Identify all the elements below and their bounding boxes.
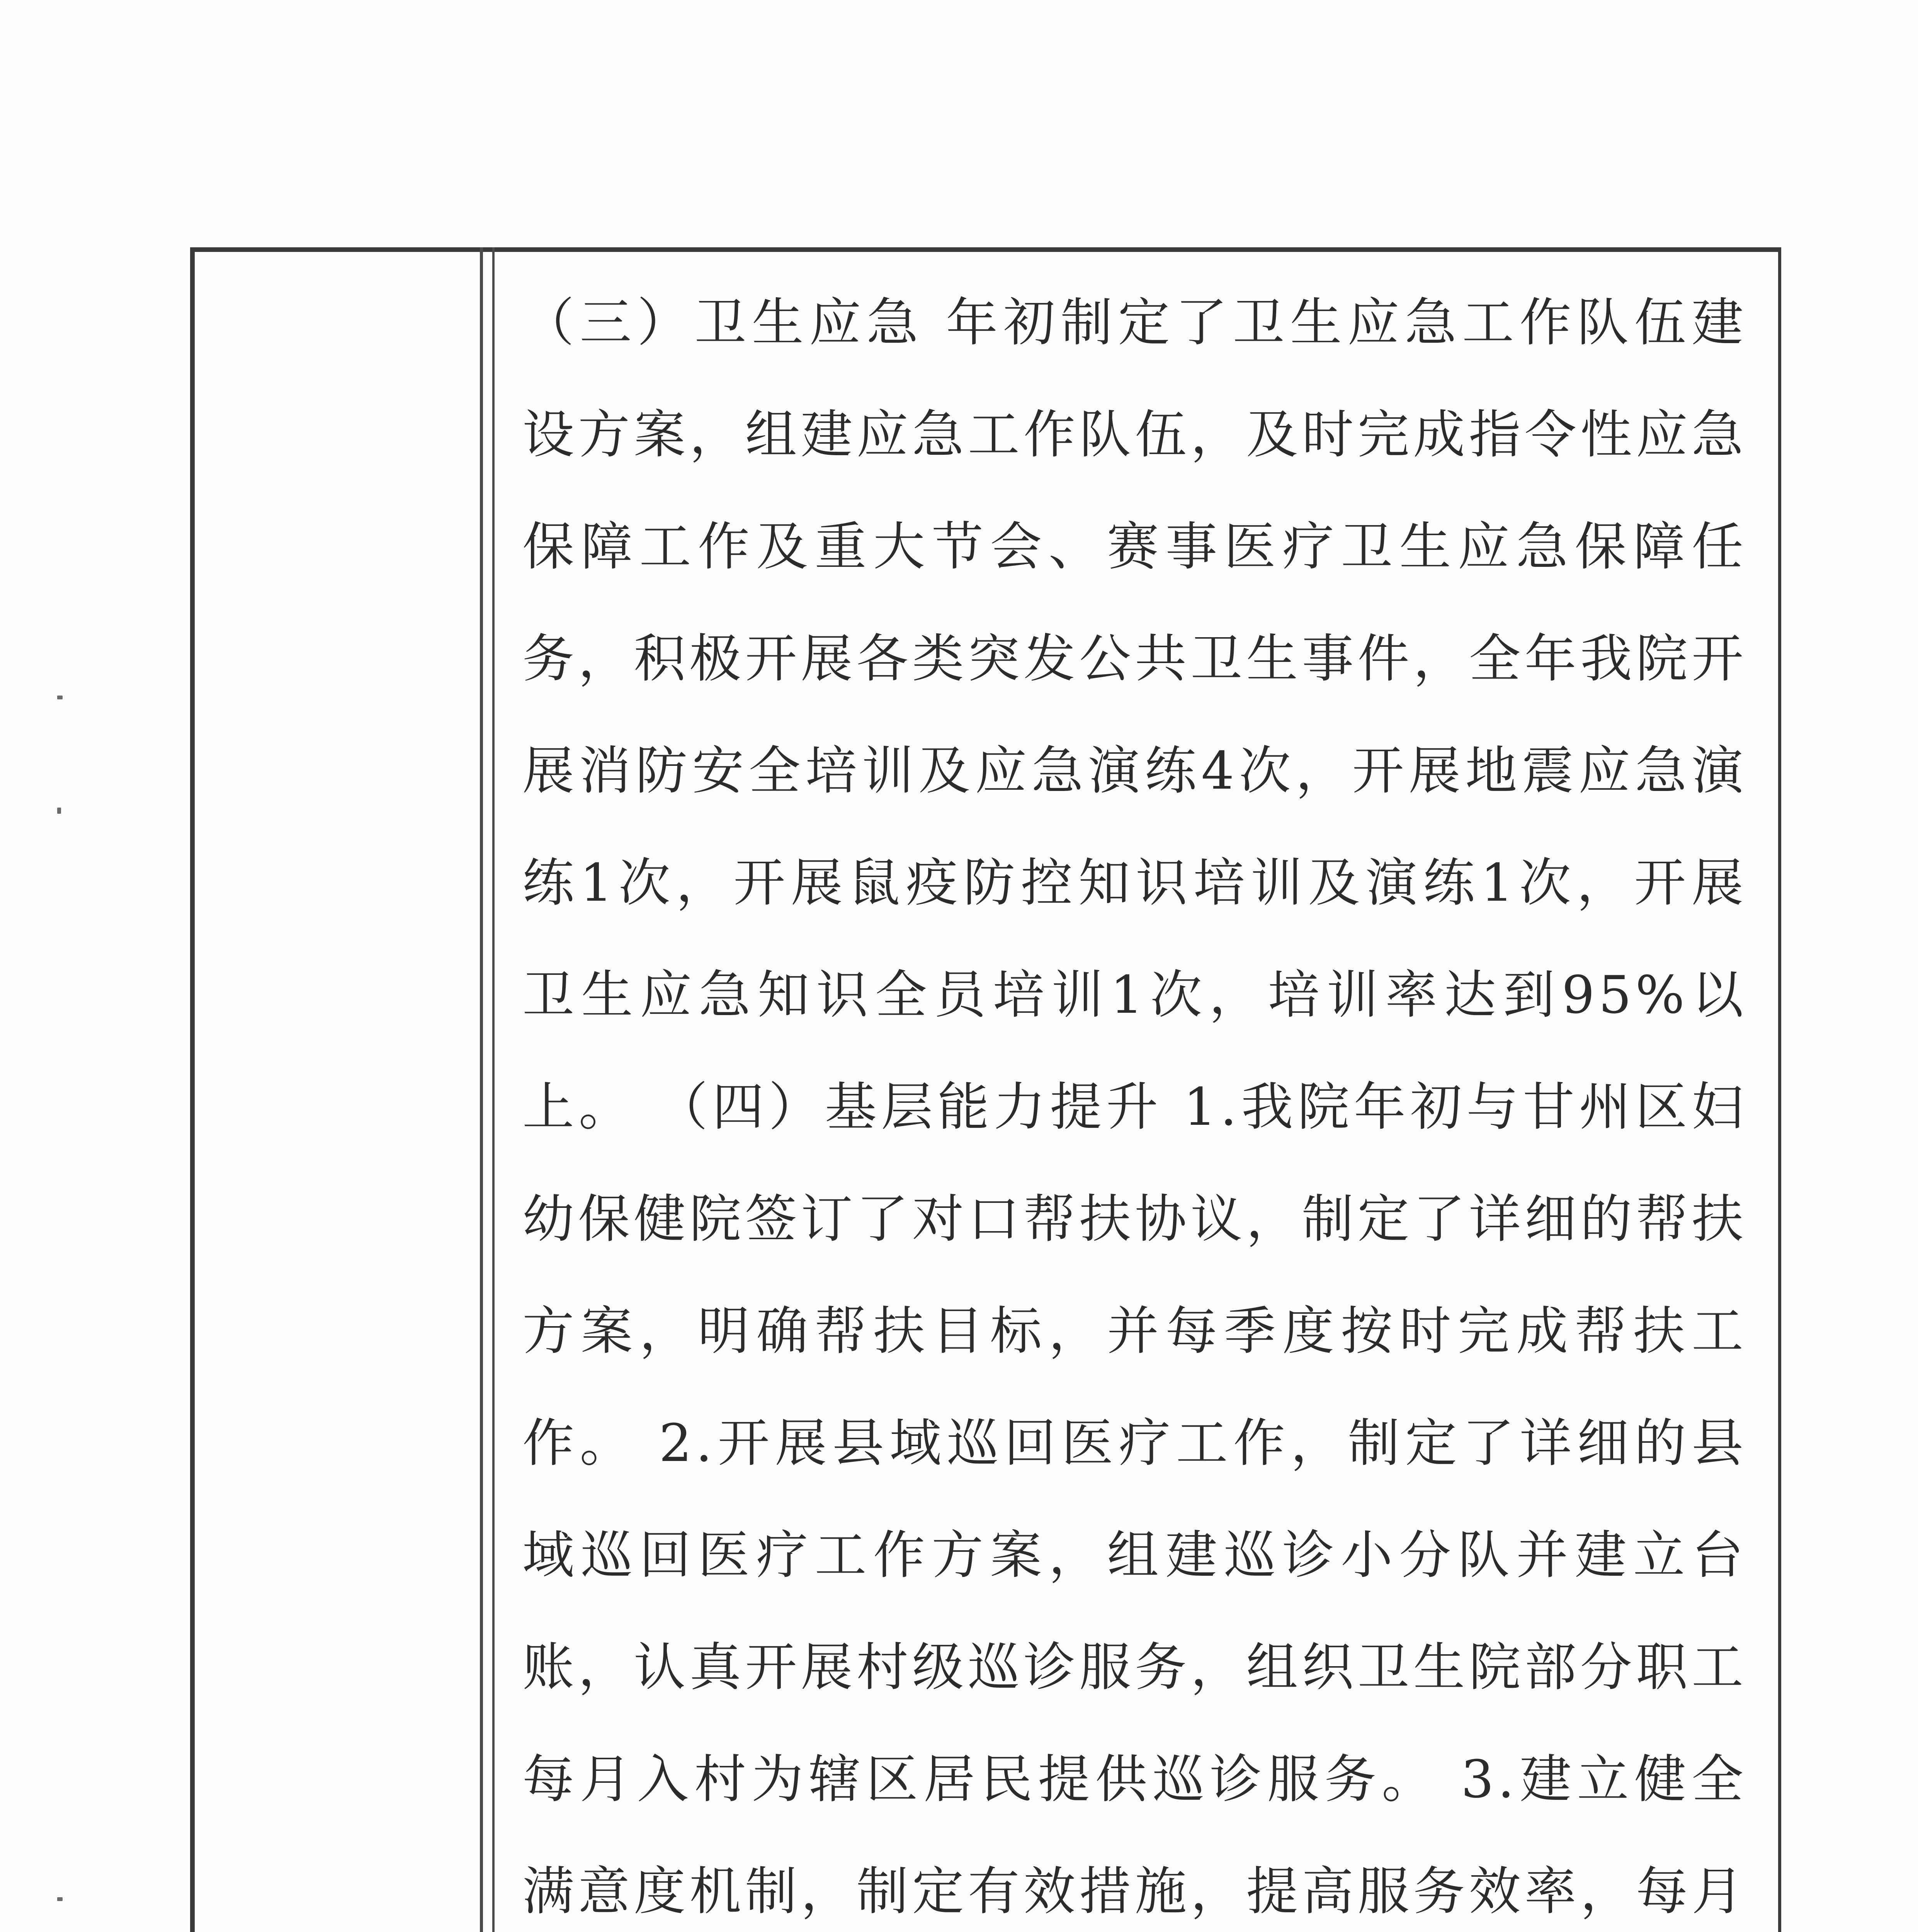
body-paragraph: （三）卫生应急 年初制定了卫生应急工作队伍建设方案，组建应急工作队伍，及时完成指令性应急保障工作及重大节会、赛事医疗卫生应急保障任务，积极开展各类突发公共卫生事件，全年我院开展消防安全培训及应急演练4次，开展地震应急演练1次，开展鼠疫防控知识培训及演练1次，开展卫生应急知识全员培训1次，培训率达到95%以上。 （四）基层能力提升 1.我院年初与甘州区妇幼保健院签订了对口帮扶协议，制定了详细的帮扶方案，明确帮扶目标，并每季度按时完成帮扶工作。 2.开展县域巡回医疗工作，制定了详细的县域巡回医疗工作方案，组建巡诊小分队并建立台账，认真开展村级巡诊服务，组织卫生院部分职工每月入村为辖区居民提供巡诊服务。 3.建立健全满意度机制，制定有效措施，提高服务效率，每月 (522, 293, 1747, 1922)
content-cell (522, 267, 1747, 1932)
column-divider (492, 247, 495, 1932)
binding-mark (57, 696, 63, 699)
binding-mark (57, 808, 61, 814)
column-divider (480, 247, 483, 1932)
binding-mark (57, 1897, 63, 1901)
